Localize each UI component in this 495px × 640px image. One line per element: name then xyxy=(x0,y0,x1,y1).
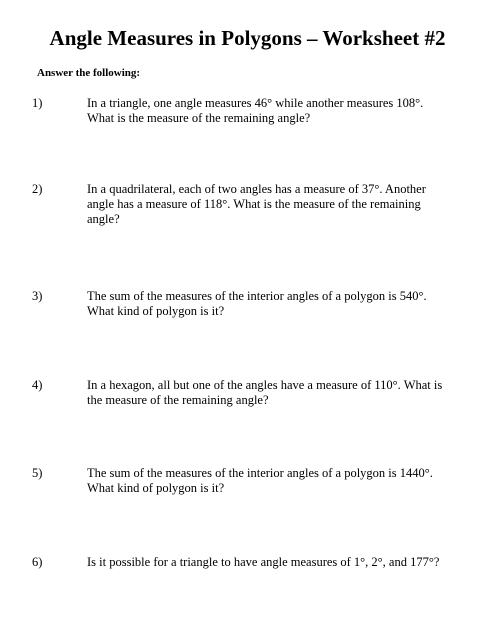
question-number: 5) xyxy=(32,466,43,480)
question-text: Is it possible for a triangle to have angle measures of 1°, 2°, and 177°? xyxy=(87,555,440,569)
question-number: 2) xyxy=(32,182,43,196)
question-1 xyxy=(32,96,452,126)
question-2 xyxy=(32,182,452,227)
question-text: In a hexagon, all but one of the angles have a measure of 110°. What is the measure of the remaining angle? xyxy=(87,378,443,407)
question-3 xyxy=(32,289,452,319)
question-number: 1) xyxy=(32,96,43,110)
question-6 xyxy=(32,555,452,570)
question-text: In a triangle, one angle measures 46° while another measures 108°. What is the measure of the remaining angle? xyxy=(87,96,424,125)
question-text: The sum of the measures of the interior angles of a polygon is 540°. What kind of polygon is it? xyxy=(87,289,427,318)
instructions: Answer the following: xyxy=(37,67,141,79)
question-number: 4) xyxy=(32,378,43,392)
question-text: The sum of the measures of the interior angles of a polygon is 1440°. What kind of polygon is it? xyxy=(87,466,433,495)
question-number: 3) xyxy=(32,289,43,303)
question-4 xyxy=(32,378,452,408)
question-text: In a quadrilateral, each of two angles has a measure of 37°. Another angle has a measure of 118°. What is the measure of the remaining angle? xyxy=(87,182,426,226)
question-5 xyxy=(32,466,452,496)
page-title: Angle Measures in Polygons – Worksheet #2 xyxy=(49,26,446,50)
question-number: 6) xyxy=(32,555,43,569)
